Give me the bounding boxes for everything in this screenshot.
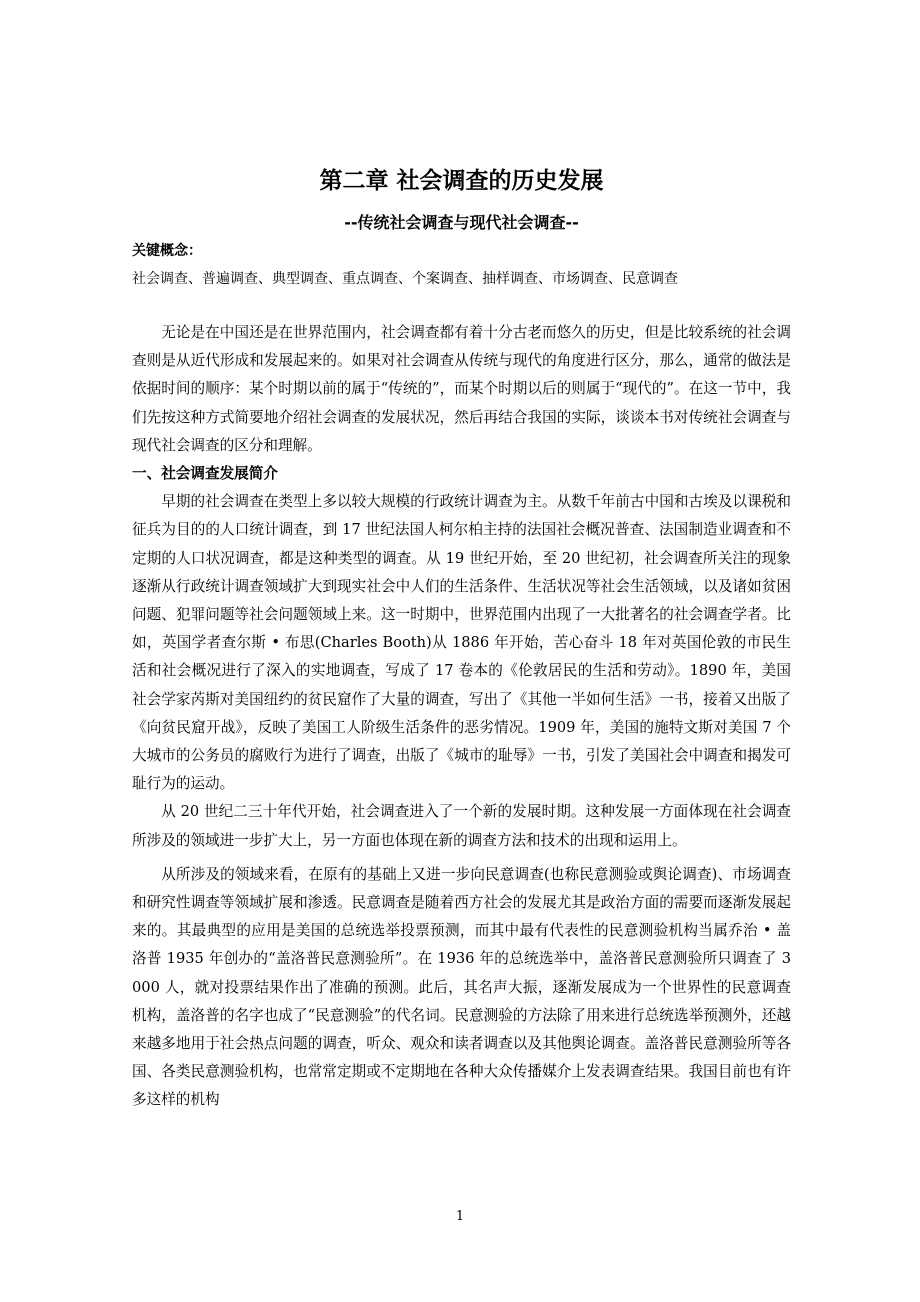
key-concepts-label: 关键概念： (132, 243, 202, 259)
key-concepts-list: 社会调查、普遍调查、典型调查、重点调查、个案调查、抽样调查、市场调查、民意调查 (132, 271, 678, 287)
intro-paragraph: 无论是在中国还是在世界范围内，社会调查都有着十分古老而悠久的历史，但是比较系统的社会调查则是从近代形成和发展起来的。如果对社会调查从传统与现代的角度进行区分，那么，通常的做法是依据时间的顺序：某个时期以前的属于“传统的”，而某个时期以后的则属于“现代的”。在这一节中，我们先按这种方式简要地介绍社会调查的发展状况，然后再结合我国的实际，谈谈本书对传统社会调查与现代社会调查的区分和理解。 (132, 324, 791, 454)
chapter-title: 第二章 社会调查的历史发展 (319, 168, 604, 194)
body-text (132, 319, 791, 1115)
section-heading: 一、社会调查发展简介 (132, 465, 278, 483)
page-number: 1 (455, 1209, 465, 1224)
body-paragraph: 早期的社会调查在类型上多以较大规模的行政统计调查为主。从数千年前古中国和古埃及以课税和征兵为目的的人口统计调查，到 17 世纪法国人柯尔柏主持的法国社会概况普查、法国制造业调查和不定期的人口状况调查，都是这种类型的调查。从 19 世纪开始，至 20 世纪初，社会调查所关注的现象逐渐从行政统计调查领域扩大到现实社会中人们的生活条件、生活状况等社会生活领域，以及诸如贫困问题、犯罪问题等社会问题领域上来。这一时期中，世界范围内出现了一大批著名的社会调查学者。比如，英国学者查尔斯 • 布思(Charles Booth)从 1886 年开始，苦心奋斗 18 年对英国伦敦的市民生活和社会概况进行了深入的实地调查，写成了 17 卷本的《伦敦居民的生活和劳动》。1890 年，美国社会学家芮斯对美国纽约的贫民窟作了大量的调查，写出了《其他一半如何生活》一书，接着又出版了《向贫民窟开战》，反映了美国工人阶级生活条件的恶劣情况。1909 年，美国的施特文斯对美国 7 个大城市的公务员的腐败行为进行了调查，出版了《城市的耻辱》一书，引发了美国社会中调查和揭发可耻行为的运动。 (132, 493, 791, 793)
body-paragraph: 从 20 世纪二三十年代开始，社会调查进入了一个新的发展时期。这种发展一方面体现在社会调查所涉及的领域进一步扩大上，另一方面也体现在新的调查方法和技术的出现和运用上。 (132, 803, 791, 849)
body-paragraph: 从所涉及的领域来看，在原有的基础上又进一步向民意调查(也称民意测验或舆论调查)、市场调查和研究性调查等领域扩展和渗透。民意调查是随着西方社会的发展尤其是政治方面的需要而逐渐发展起来的。其最典型的应用是美国的总统选举投票预测，而其中最有代表性的民意测验机构当属乔治 • 盖洛普 1935 年创办的“盖洛普民意测验所”。在 1936 年的总统选举中，盖洛普民意测验所只调查了 3 000 人，就对投票结果作出了准确的预测。此后，其名声大振，逐渐发展成为一个世界性的民意调查机构，盖洛普的名字也成了“民意测验”的代名词。民意测验的方法除了用来进行总统选举预测外，还越来越多地用于社会热点问题的调查，听众、观众和读者调查以及其他舆论调查。盖洛普民意测验所等各国、各类民意测验机构，也常常定期或不定期地在各种大众传播媒介上发表调查结果。我国目前也有许多这样的机构 (132, 865, 791, 1109)
chapter-subtitle: --传统社会调查与现代社会调查-- (344, 213, 579, 232)
